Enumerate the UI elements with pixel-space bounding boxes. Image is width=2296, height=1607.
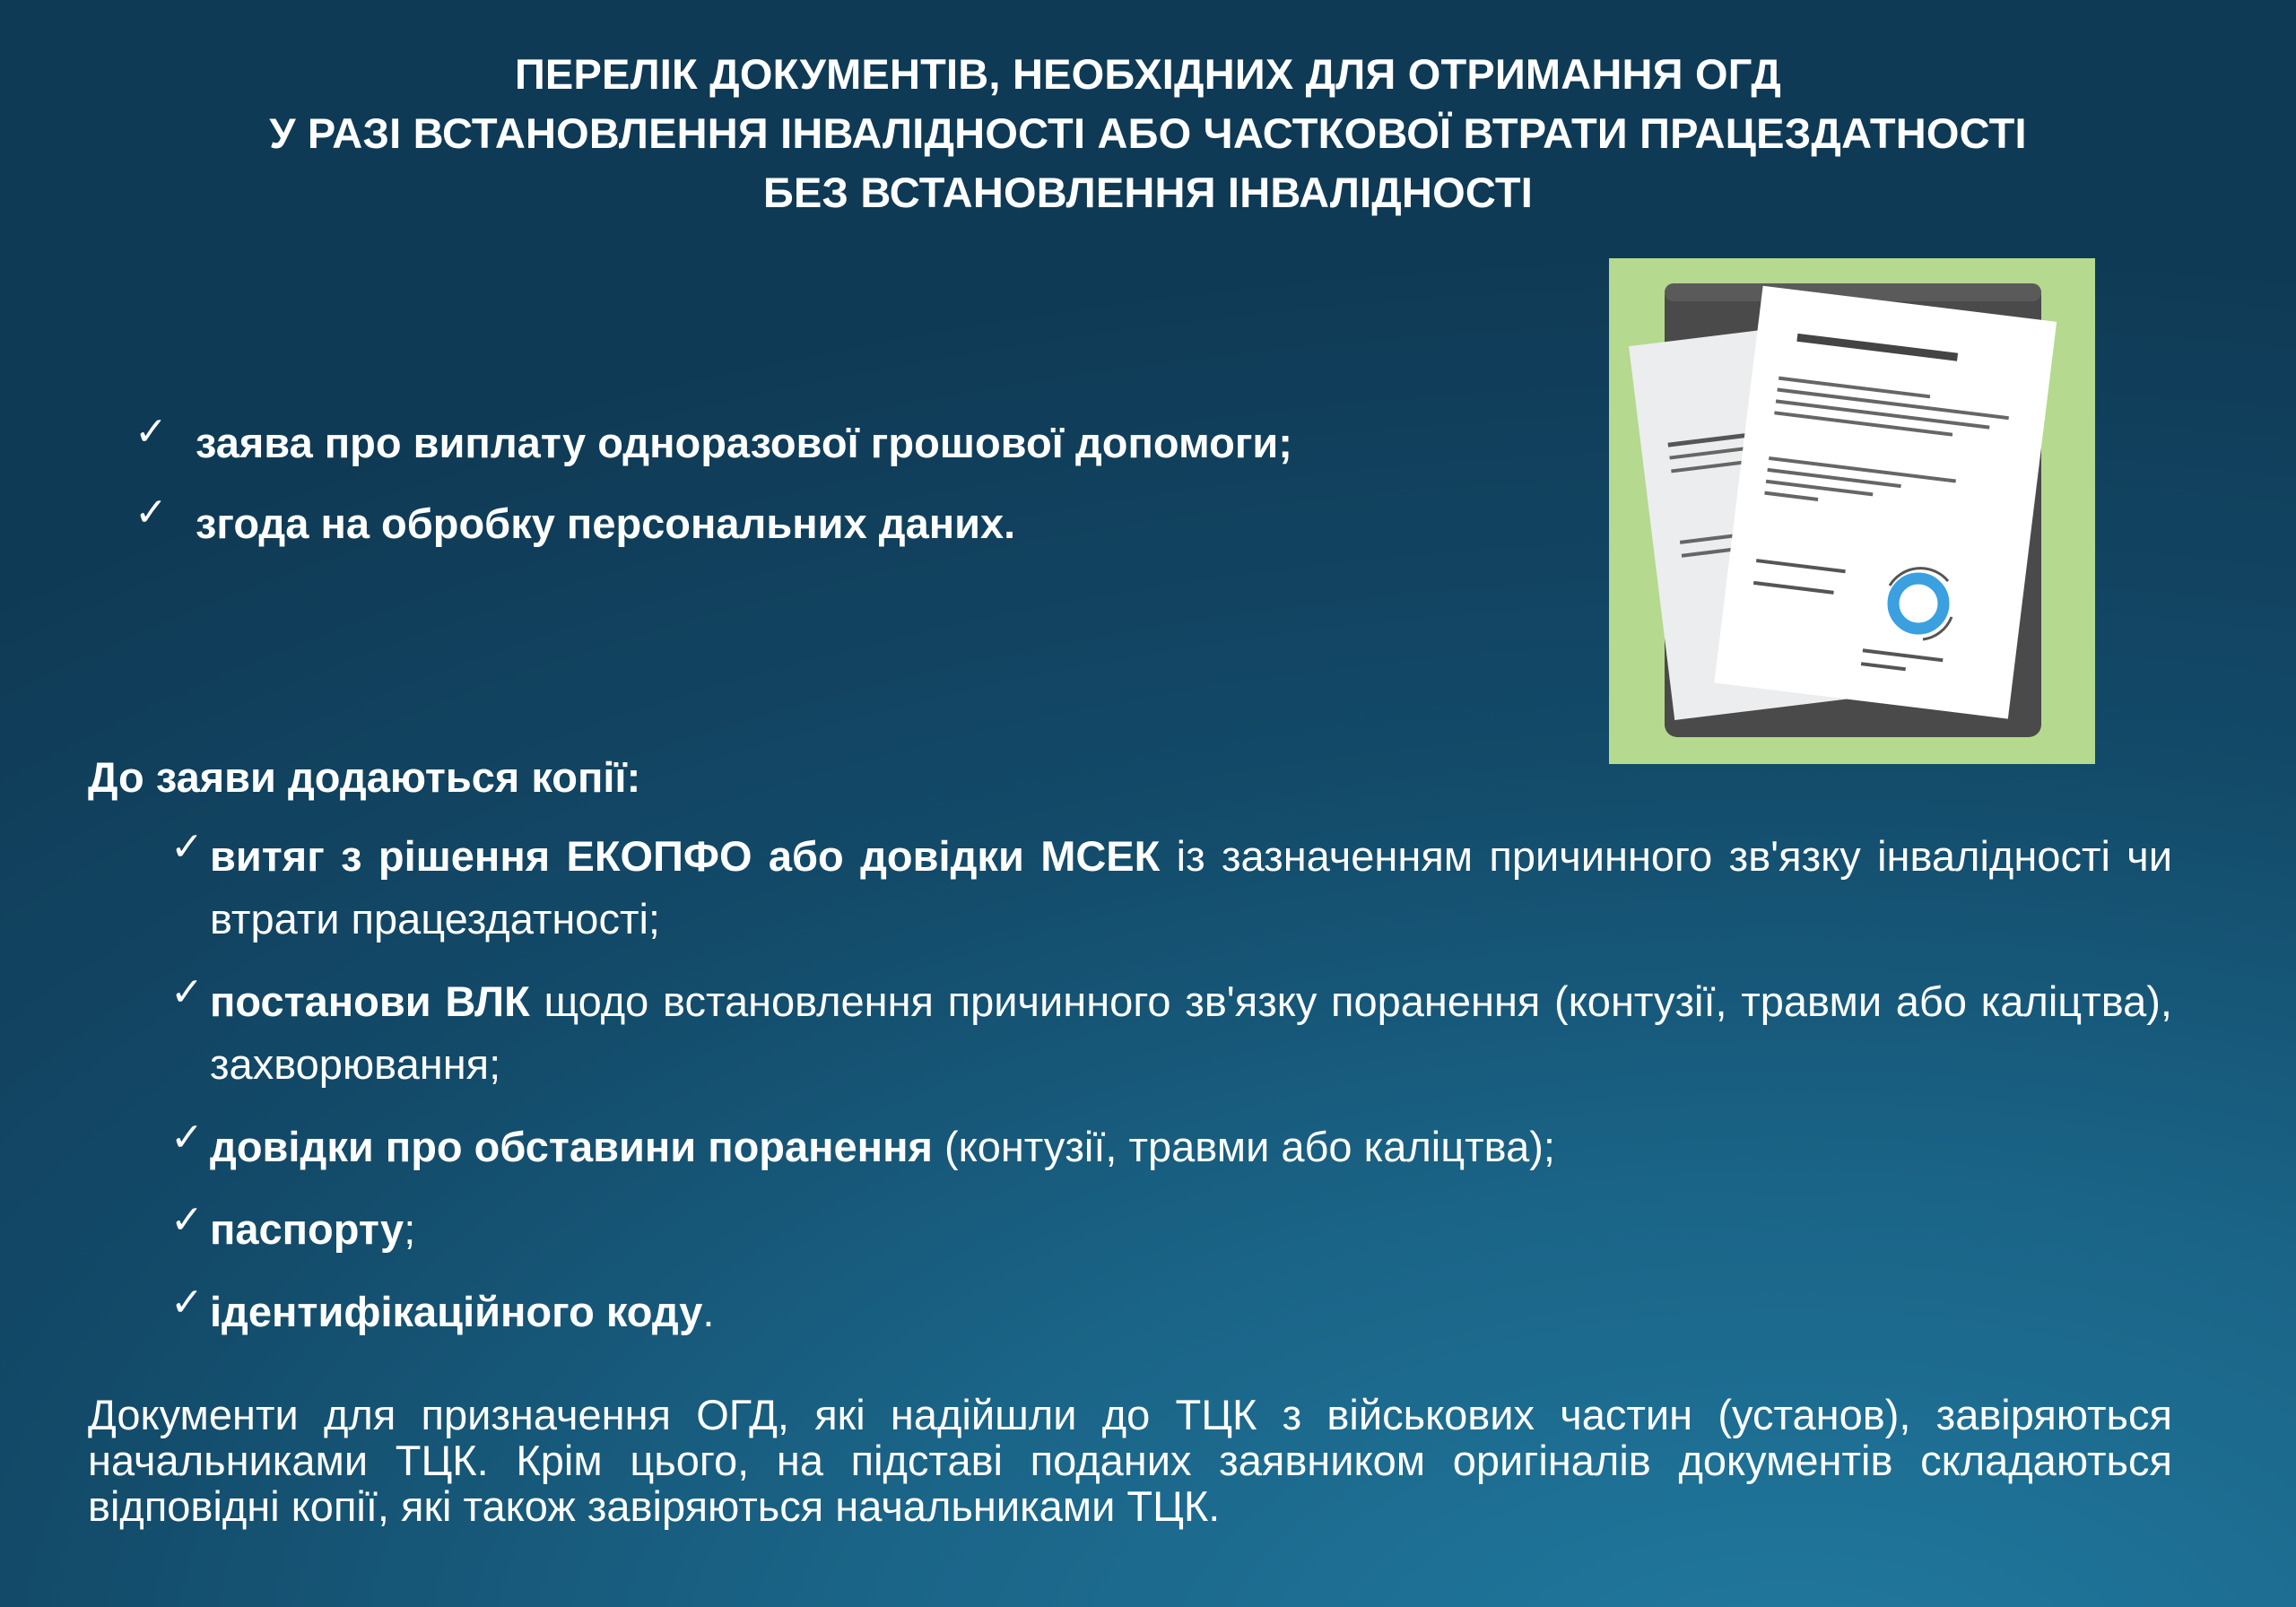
title-line-1: ПЕРЕЛІК ДОКУМЕНТІВ, НЕОБХІДНИХ ДЛЯ ОТРИМАННЯ ОГД	[514, 50, 1782, 98]
footer-note: Документи для призначення ОГД, які надійшли до ТЦК з військових частин (установ), завіряються начальниками ТЦК. Крім цього, на підставі поданих заявником оригіналів документів складаються відповідні копії, які також завіряються начальниками ТЦК.	[88, 1391, 2172, 1530]
list-item	[135, 410, 1570, 471]
attachments-list	[170, 825, 2172, 1363]
check-icon: ✓	[135, 410, 168, 454]
list-item-bold: довідки про обставини поранення	[210, 1123, 933, 1170]
required-documents-list	[135, 410, 1570, 577]
check-icon: ✓	[135, 491, 168, 534]
list-item-bold: витяг з рішення ЕКОПФО або довідки МСЕК	[210, 832, 1161, 880]
check-icon: ✓	[170, 1198, 204, 1242]
list-item	[170, 1281, 2172, 1343]
list-item	[170, 1198, 2172, 1261]
list-item-text: згода на обробку персональних даних.	[196, 499, 1016, 547]
list-item-bold: ідентифікаційного коду	[210, 1288, 703, 1335]
page-title	[0, 45, 2296, 222]
title-line-2: У РАЗІ ВСТАНОВЛЕННЯ ІНВАЛІДНОСТІ АБО ЧАСТКОВОЇ ВТРАТИ ПРАЦЕЗДАТНОСТІ	[269, 109, 2027, 157]
attachments-heading: До заяви додаються копії:	[88, 753, 641, 801]
list-item	[170, 1116, 2172, 1178]
check-icon: ✓	[170, 1281, 204, 1325]
check-icon: ✓	[170, 825, 204, 869]
list-item-text: ;	[404, 1205, 416, 1253]
list-item-text: (контузії, травми або каліцтва);	[932, 1123, 1555, 1170]
documents-icon	[1609, 258, 2095, 764]
check-icon: ✓	[170, 970, 204, 1014]
list-item	[135, 491, 1570, 552]
list-item-bold: постанови ВЛК	[210, 977, 530, 1025]
list-item	[170, 825, 2172, 951]
title-line-3: БЕЗ ВСТАНОВЛЕННЯ ІНВАЛІДНОСТІ	[762, 169, 1534, 216]
list-item-text: .	[702, 1288, 715, 1335]
list-item	[170, 970, 2172, 1096]
list-item-bold: паспорту	[210, 1205, 404, 1253]
list-item-text: щодо встановлення причинного зв'язку поранення (контузії, травми або каліцтва), захворювання;	[210, 977, 2172, 1088]
list-item-text: заява про виплату одноразової грошової допомоги;	[196, 419, 1292, 466]
list-item-text: із зазначенням причинного зв'язку інвалідності чи втрати працездатності;	[210, 832, 2172, 942]
check-icon: ✓	[170, 1116, 204, 1160]
